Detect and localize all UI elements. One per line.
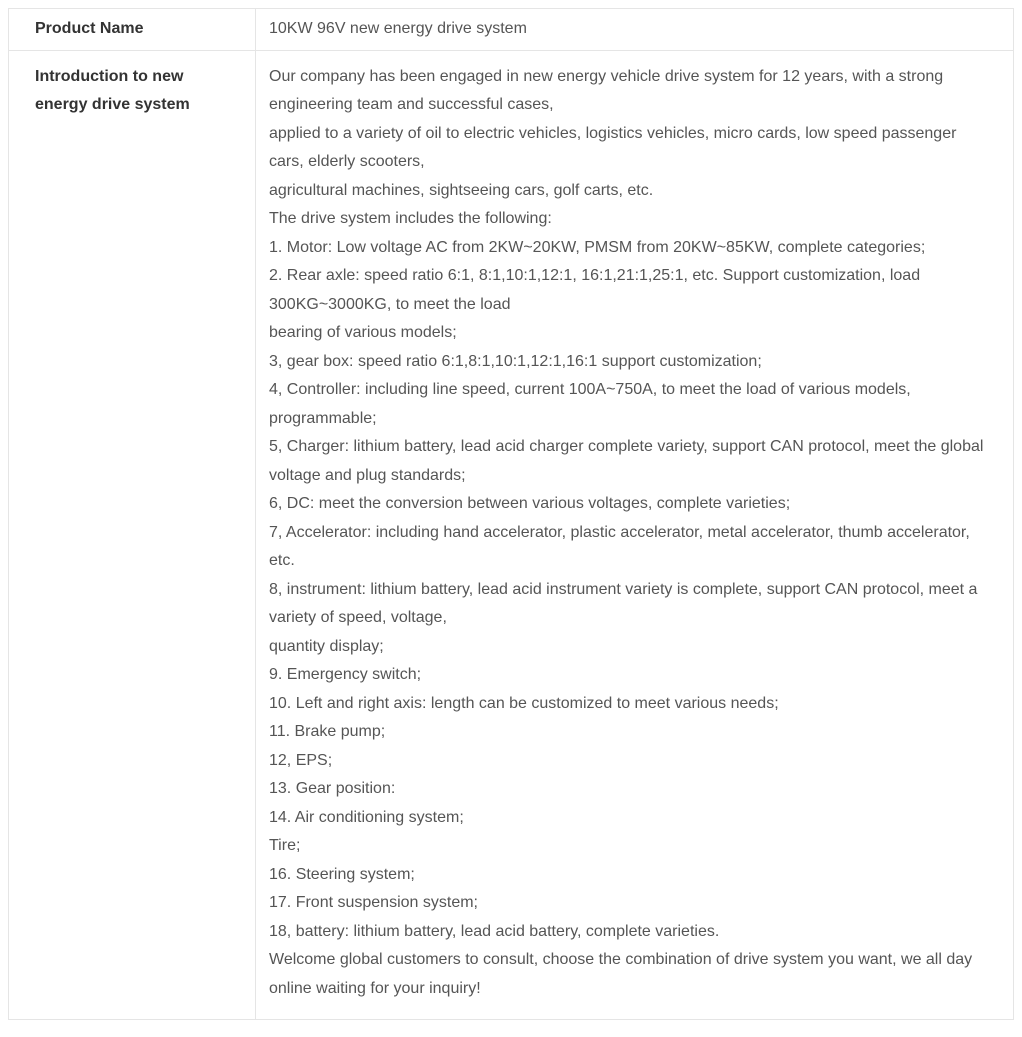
introduction-text-line: bearing of various models; bbox=[269, 324, 457, 341]
introduction-text-line: 12, EPS; bbox=[269, 751, 333, 769]
introduction-text-line: 18, battery: lithium battery, lead acid battery, complete varieties. bbox=[269, 922, 720, 940]
introduction-text-line: 5, Charger: lithium battery, lead acid charger complete variety, support CAN protocol, meet the global voltage and plug standards; bbox=[269, 438, 984, 484]
table-row-introduction bbox=[9, 51, 1013, 1020]
introduction-text-line: Our company has been engaged in new energy vehicle drive system for 12 years, with a strong engineering team and successful cases, bbox=[269, 67, 944, 113]
introduction-text-line: 8, instrument: lithium battery, lead acid instrument variety is complete, support CAN protocol, meet a variety of speed, voltage, bbox=[269, 580, 978, 626]
table-row-product-name bbox=[9, 9, 1013, 51]
introduction-text-line: 4, Controller: including line speed, current 100A~750A, to meet the load of various models, programmable; bbox=[269, 381, 911, 427]
introduction-label: Introduction to new energy drive system bbox=[9, 51, 256, 1020]
introduction-text bbox=[256, 51, 1013, 1020]
introduction-text-line: 11. Brake pump; bbox=[269, 723, 386, 740]
introduction-text-line: 3, gear box: speed ratio 6:1,8:1,10:1,12:1,16:1 support customization; bbox=[269, 352, 762, 370]
introduction-text-line: 10. Left and right axis: length can be customized to meet various needs; bbox=[269, 694, 779, 712]
introduction-text-line: 7, Accelerator: including hand accelerator, plastic accelerator, metal accelerator, thumb accelerator, etc. bbox=[269, 523, 970, 569]
introduction-text-line: applied to a variety of oil to electric vehicles, logistics vehicles, micro cards, low speed passenger cars, elderly scooters, bbox=[269, 124, 957, 170]
introduction-text-line: The drive system includes the following: bbox=[269, 210, 552, 227]
introduction-text-line: Welcome global customers to consult, choose the combination of drive system you want, we all day online waiting for your inquiry! bbox=[269, 951, 973, 997]
introduction-text-line: 2. Rear axle: speed ratio 6:1, 8:1,10:1,12:1, 16:1,21:1,25:1, etc. Support customization, load 300KG~3000KG, to meet the load bbox=[269, 267, 921, 313]
introduction-text-line: 1. Motor: Low voltage AC from 2KW~20KW, PMSM from 20KW~85KW, complete categories; bbox=[269, 238, 926, 256]
product-name-value: 10KW 96V new energy drive system bbox=[269, 20, 527, 37]
introduction-text-line: 9. Emergency switch; bbox=[269, 666, 422, 683]
introduction-text-line: 14. Air conditioning system; bbox=[269, 808, 464, 826]
introduction-text-line: quantity display; bbox=[269, 637, 384, 655]
introduction-text-line: 17. Front suspension system; bbox=[269, 894, 478, 911]
introduction-text-line: 6, DC: meet the conversion between various voltages, complete varieties; bbox=[269, 495, 791, 512]
product-spec-table bbox=[8, 8, 1014, 1020]
product-name-label: Product Name bbox=[9, 9, 256, 50]
introduction-text-line: 13. Gear position: bbox=[269, 780, 396, 797]
introduction-text-line: Tire; bbox=[269, 837, 301, 854]
introduction-text-line: agricultural machines, sightseeing cars, golf carts, etc. bbox=[269, 181, 654, 199]
introduction-text-line: 16. Steering system; bbox=[269, 865, 415, 883]
